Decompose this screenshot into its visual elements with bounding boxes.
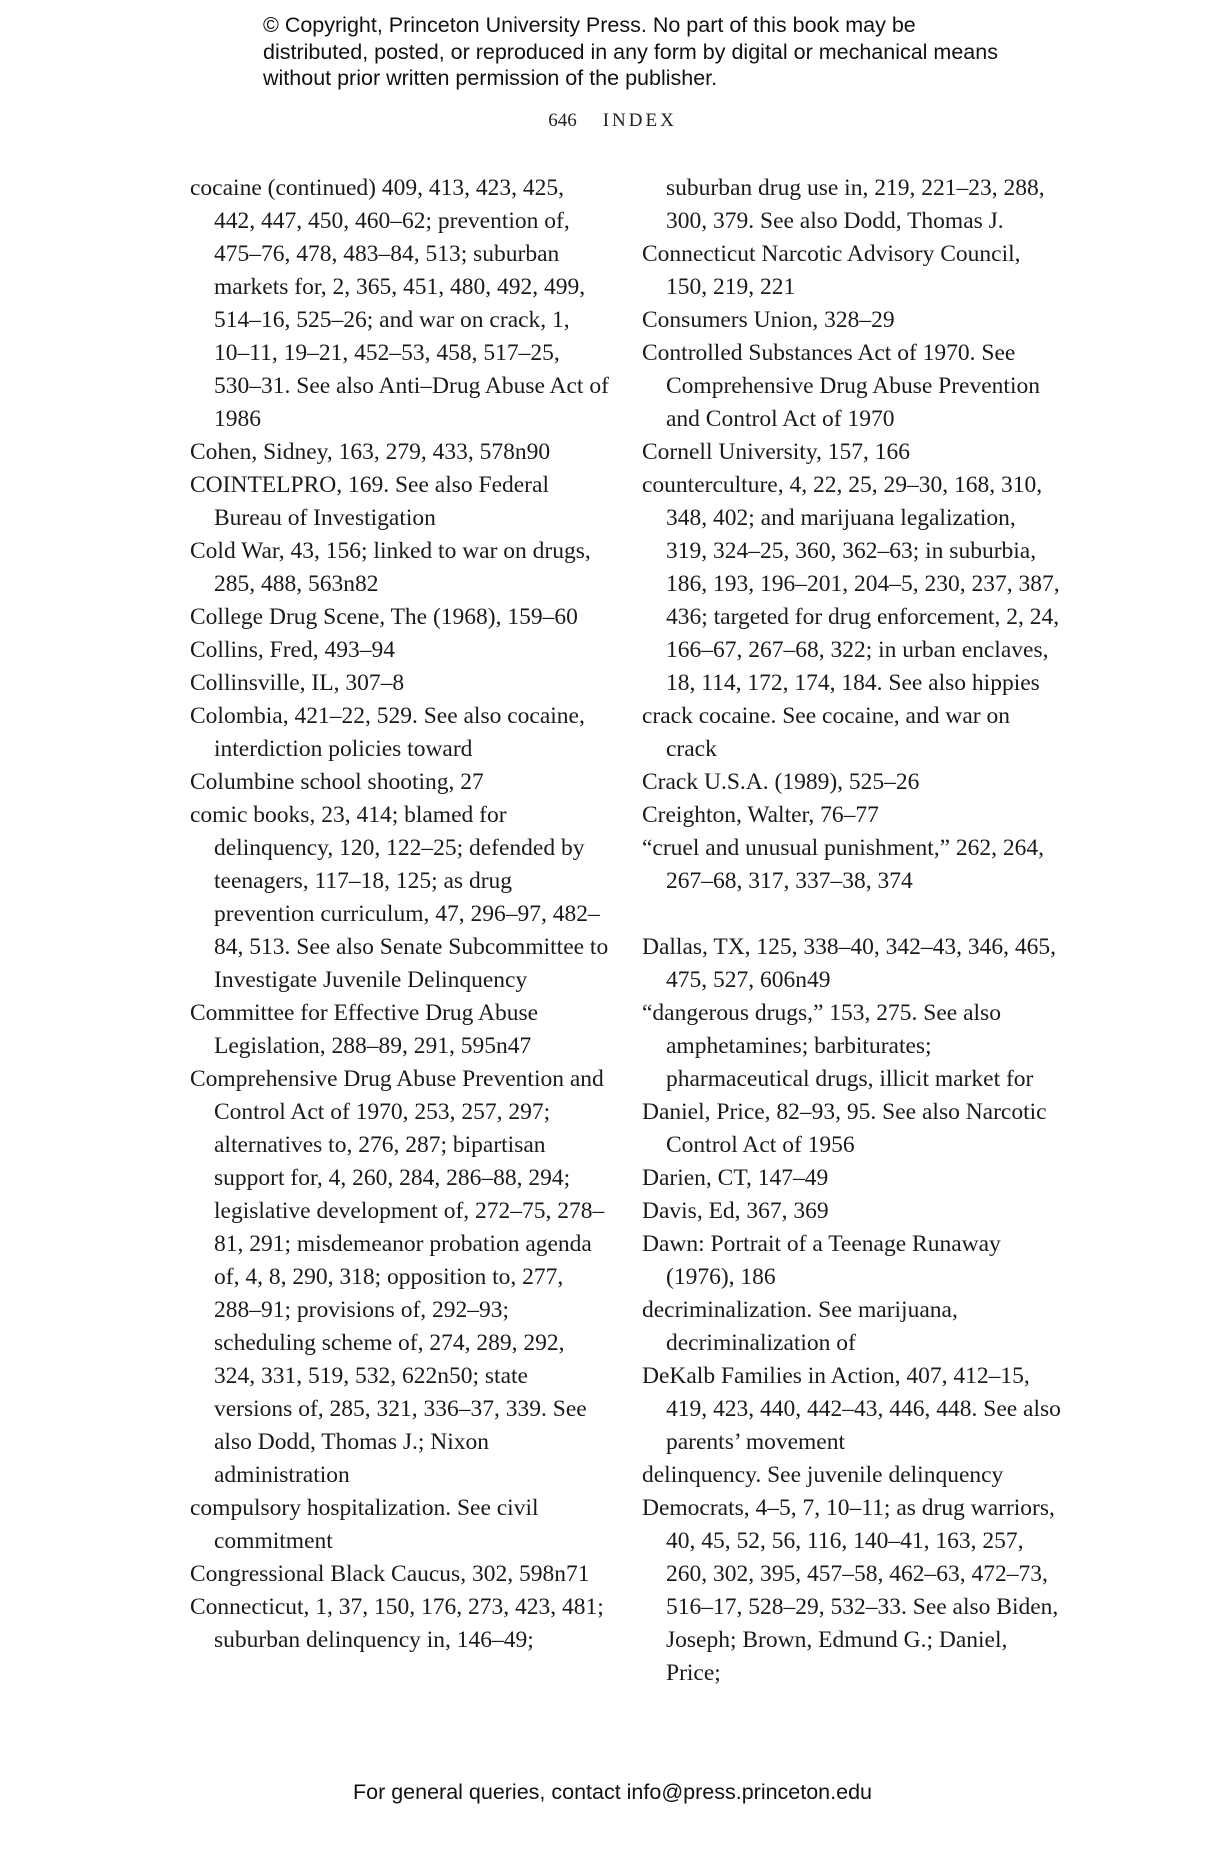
index-entry: Cold War, 43, 156; linked to war on drugs, 285, 488, 563n82 bbox=[190, 538, 591, 597]
index-entry: Connecticut Narcotic Advisory Council, 150, 219, 221 bbox=[642, 241, 1021, 300]
index-entry: Creighton, Walter, 76–77 bbox=[642, 802, 879, 828]
index-entry: Controlled Substances Act of 1970. See Comprehensive Drug Abuse Prevention and Control Act of 1970 bbox=[642, 340, 1040, 432]
index-entry: Consumers Union, 328–29 bbox=[642, 307, 895, 333]
index-entry: Daniel, Price, 82–93, 95. See also Narcotic Control Act of 1956 bbox=[642, 1099, 1047, 1158]
index-entry: Dallas, TX, 125, 338–40, 342–43, 346, 465, 475, 527, 606n49 bbox=[642, 934, 1057, 993]
section-title: INDEX bbox=[602, 110, 677, 131]
index-entry: Darien, CT, 147–49 bbox=[642, 1165, 829, 1191]
index-entry-continuation: suburban drug use in, 219, 221–23, 288, 300, 379. See also Dodd, Thomas J. bbox=[666, 175, 1045, 234]
copyright-notice: © Copyright, Princeton University Press. No part of this book may be distributed, posted, or reproduced in any form by digital or mechanical means without prior written permission of the publisher. bbox=[263, 13, 998, 90]
index-entry: decriminalization. See marijuana, decriminalization of bbox=[642, 1297, 958, 1356]
index-entry: Congressional Black Caucus, 302, 598n71 bbox=[190, 1561, 590, 1587]
index-entry: “dangerous drugs,” 153, 275. See also amphetamines; barbiturates; pharmaceutical drugs, illicit market for bbox=[642, 1000, 1034, 1092]
index-entry: counterculture, 4, 22, 25, 29–30, 168, 310, 348, 402; and marijuana legalization, 319, 324–25, 360, 362–63; in suburbia, 186, 193, 196–201, 204–5, 230, 237, 387, 436; targeted for drug enforcement, 2, 24, 166–67, 267–68, 322; in urban enclaves, 18, 114, 172, 174, 184. See also hippies bbox=[642, 472, 1060, 696]
letter-section-gap bbox=[642, 898, 1062, 931]
index-entry: College Drug Scene, The (1968), 159–60 bbox=[190, 604, 578, 630]
index-entry: COINTELPRO, 169. See also Federal Bureau of Investigation bbox=[190, 472, 549, 531]
page-number: 646 bbox=[548, 110, 577, 131]
index-entry: Democrats, 4–5, 7, 10–11; as drug warriors, 40, 45, 52, 56, 116, 140–41, 163, 257, 260, 302, 395, 457–58, 462–63, 472–73, 516–17, 528–29, 532–33. See also Biden, Joseph; Brown, Edmund G.; Daniel, Price; bbox=[642, 1495, 1059, 1686]
index-entry: “cruel and unusual punishment,” 262, 264, 267–68, 317, 337–38, 374 bbox=[642, 835, 1045, 894]
footer-contact: For general queries, contact info@press.princeton.edu bbox=[352, 1780, 872, 1804]
index-entry: Dawn: Portrait of a Teenage Runaway (1976), 186 bbox=[642, 1231, 1001, 1290]
index-entry: compulsory hospitalization. See civil commitment bbox=[190, 1495, 539, 1554]
index-entry: cocaine (continued) 409, 413, 423, 425, 442, 447, 450, 460–62; prevention of, 475–76, 478, 483–84, 513; suburban markets for, 2, 365, 451, 480, 492, 499, 514–16, 525–26; and war on crack, 1, 10–11, 19–21, 452–53, 458, 517–25, 530–31. See also Anti–Drug Abuse Act of 1986 bbox=[190, 175, 609, 432]
index-column-left bbox=[190, 172, 610, 1657]
index-entry: Crack U.S.A. (1989), 525–26 bbox=[642, 769, 920, 795]
index-entry: Committee for Effective Drug Abuse Legislation, 288–89, 291, 595n47 bbox=[190, 1000, 539, 1059]
index-entry: DeKalb Families in Action, 407, 412–15, 419, 423, 440, 442–43, 446, 448. See also parents’ movement bbox=[642, 1363, 1061, 1455]
index-entry: Colombia, 421–22, 529. See also cocaine, interdiction policies toward bbox=[190, 703, 585, 762]
index-entry: comic books, 23, 414; blamed for delinquency, 120, 122–25; defended by teenagers, 117–18, 125; as drug prevention curriculum, 47, 296–97, 482–84, 513. See also Senate Subcommittee to Investigate Juvenile Delinquency bbox=[190, 802, 609, 993]
index-entry: Collins, Fred, 493–94 bbox=[190, 637, 395, 663]
index-entry: Columbine school shooting, 27 bbox=[190, 769, 484, 795]
index-entry: Cohen, Sidney, 163, 279, 433, 578n90 bbox=[190, 439, 551, 465]
index-entry: Connecticut, 1, 37, 150, 176, 273, 423, 481; suburban delinquency in, 146–49; bbox=[190, 1594, 604, 1653]
index-entry: Cornell University, 157, 166 bbox=[642, 439, 911, 465]
index-entry: Collinsville, IL, 307–8 bbox=[190, 670, 405, 696]
index-entry: Comprehensive Drug Abuse Prevention and Control Act of 1970, 253, 257, 297; alternatives to, 276, 287; bipartisan support for, 4, 260, 284, 286–88, 294; legislative development of, 272–75, 278–81, 291; misdemeanor probation agenda of, 4, 8, 290, 318; opposition to, 277, 288–91; provisions of, 292–93; scheduling scheme of, 274, 289, 292, 324, 331, 519, 532, 622n50; state versions of, 285, 321, 336–37, 339. See also Dodd, Thomas J.; Nixon administration bbox=[190, 1066, 605, 1488]
running-head bbox=[0, 110, 1225, 132]
index-column-right bbox=[642, 172, 1062, 1690]
index-entry: crack cocaine. See cocaine, and war on crack bbox=[642, 703, 1010, 762]
index-entry: Davis, Ed, 367, 369 bbox=[642, 1198, 829, 1224]
index-entry: delinquency. See juvenile delinquency bbox=[642, 1462, 1004, 1488]
